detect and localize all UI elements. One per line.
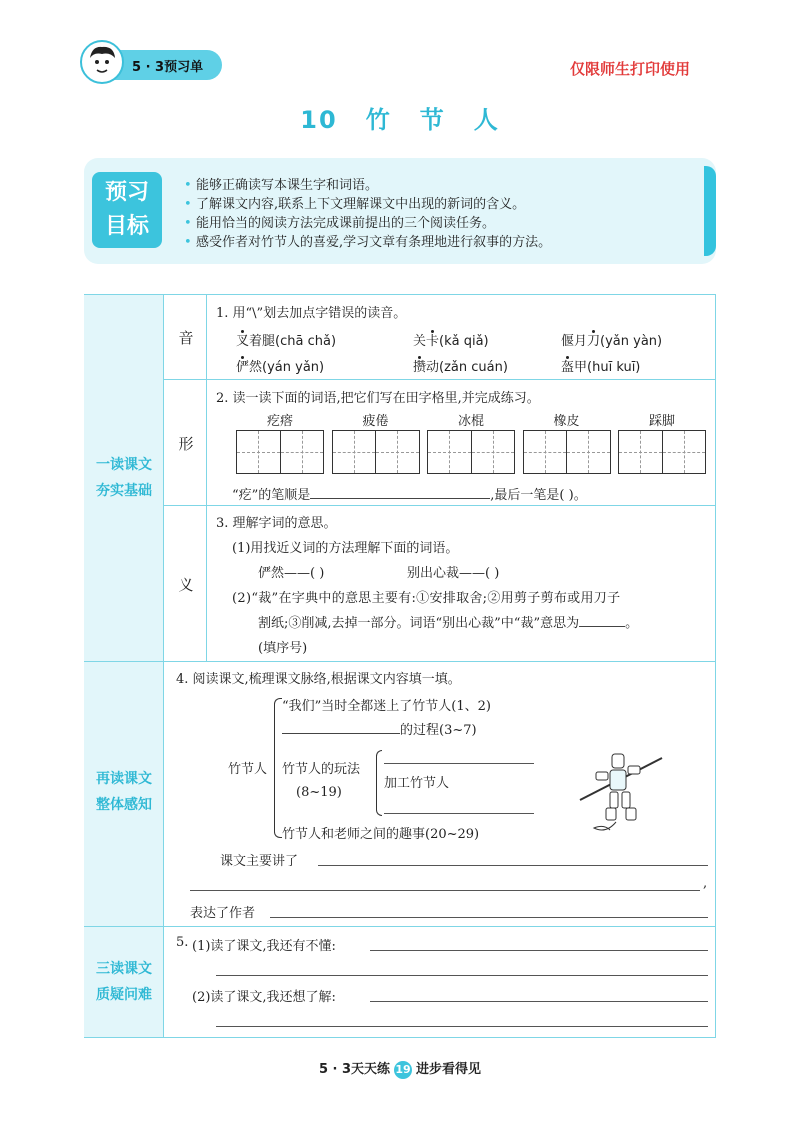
q5-1-blank-b[interactable]: [216, 975, 708, 976]
mindmap-branch3: 竹节人的玩法: [282, 762, 361, 777]
title-char: 竹: [365, 106, 392, 134]
goal-item: • 了解课文内容,联系上下文理解课文中出现的新词的含义。: [184, 195, 551, 214]
synonym-blank-b[interactable]: 别出心裁——( ): [407, 566, 500, 581]
summary-blank-1[interactable]: [318, 865, 708, 866]
page-title: [0, 100, 800, 135]
goals-tag-line1: 预习: [104, 180, 149, 205]
footer: [0, 1058, 800, 1079]
meaning-label: 义: [178, 576, 194, 594]
summary-blank-3[interactable]: [270, 917, 708, 918]
sub-blank-top[interactable]: [384, 763, 534, 764]
sub-column-divider: [206, 295, 207, 661]
pinyin-item: 攒动(zǎn cuán): [413, 360, 508, 375]
section1-label-line2: 夯实基础: [96, 483, 152, 499]
footer-right: 进步看得见: [416, 1062, 482, 1077]
section2-label-line2: 整体感知: [96, 797, 152, 813]
goals-list: [184, 176, 551, 252]
sound-label: 音: [178, 329, 194, 347]
page-number: 19: [394, 1061, 412, 1079]
q5-1-blank-a[interactable]: [370, 950, 708, 951]
lesson-number: 10: [300, 106, 338, 134]
question-3: 3. 理解字词的意思。: [216, 516, 337, 531]
section1-label-line1: 一读课文: [96, 457, 152, 473]
branch2-post: 的过程(3~7): [400, 723, 477, 738]
goal-item: • 感受作者对竹节人的喜爱,学习文章有条理地进行叙事的方法。: [184, 233, 551, 252]
series-label: 5 · 3预习单: [132, 60, 204, 75]
pinyin-item: 叉着腿(chā chǎ): [236, 334, 337, 349]
question-5-1: (1)读了课文,我还有不懂:: [192, 939, 336, 954]
tianzige-row: [236, 430, 706, 474]
meaning-sub1: (1)用找近义词的方法理解下面的词语。: [232, 541, 459, 556]
section3-label: [84, 956, 164, 1008]
pinyin-item: 关卡(kǎ qiǎ): [413, 334, 489, 349]
mindmap-root: 竹节人: [228, 762, 268, 777]
question-5-number: 5.: [176, 935, 189, 950]
branch2-blank[interactable]: [282, 720, 400, 734]
stroke-order-question: [232, 484, 587, 503]
title-char: 人: [473, 106, 500, 134]
bamboo-figure-icon: [576, 744, 668, 836]
goal-item: • 能够正确读写本课生字和词语。: [184, 176, 551, 195]
summary-line3: 表达了作者: [190, 906, 256, 921]
mindmap-branch3-range: (8~19): [296, 785, 342, 800]
synonym-blank-a[interactable]: 俨然——( ): [258, 566, 325, 581]
section2-label-line1: 再读课文: [96, 771, 152, 787]
footer-left: 5 · 3天天练: [318, 1062, 391, 1077]
meaning-sub2-line1: (2)“裁”在字典中的意思主要有:①安排取舍;②用剪子剪布或用刀子: [232, 591, 621, 606]
question-5-2: (2)读了课文,我还想了解:: [192, 990, 336, 1005]
section1-label: [84, 452, 164, 504]
tianzige-box[interactable]: [618, 430, 706, 474]
meaning-sub2-line3: (填序号): [258, 641, 308, 656]
caidefinition-blank[interactable]: [579, 615, 625, 627]
mindmap-sub-brace: [376, 750, 382, 816]
goals-tag: [92, 172, 162, 248]
meaning-sub2-line2: [258, 612, 638, 631]
question-4: 4. 阅读课文,梳理课文脉络,根据课文内容填一填。: [176, 672, 461, 687]
tianzige-box[interactable]: [332, 430, 420, 474]
print-notice: 仅限师生打印使用: [570, 60, 691, 78]
summary-pre: 课文主要讲了: [220, 854, 299, 869]
stroke-order-blank[interactable]: [310, 487, 490, 499]
sub-blank-bottom[interactable]: [384, 813, 534, 814]
section2-label: [84, 766, 164, 818]
pinyin-item: 偃月刀(yǎn yàn): [561, 334, 663, 349]
goals-tag-line2: 目标: [104, 214, 149, 239]
grid-word: 橡皮: [553, 414, 580, 429]
section3-label-line1: 三读课文: [96, 961, 152, 977]
row-divider: [164, 505, 715, 506]
row-divider: [164, 379, 715, 380]
grid-word: 疙瘩: [266, 414, 293, 429]
pinyin-item: 盔甲(huī kuī): [561, 360, 641, 375]
mindmap-branch2: [282, 719, 477, 738]
stroke-q-pre: “疙”的笔顺是: [232, 488, 311, 503]
shape-label: 形: [178, 435, 194, 453]
word-grid-labels: [236, 410, 706, 429]
title-char: 节: [419, 106, 446, 134]
grid-word: 踩脚: [648, 414, 675, 429]
sub2-line2-post: 。: [625, 616, 639, 631]
section-divider: [84, 661, 716, 662]
q5-2-blank-a[interactable]: [370, 1001, 708, 1002]
summary-line1: [220, 850, 298, 869]
cartoon-face-icon: [80, 40, 124, 84]
tianzige-box[interactable]: [427, 430, 515, 474]
grid-word: 疲倦: [362, 414, 389, 429]
tianzige-box[interactable]: [236, 430, 324, 474]
question-1: 1. 用“\”划去加点字错误的读音。: [216, 306, 407, 321]
stroke-q-post: ,最后一笔是( )。: [490, 488, 587, 503]
grid-word: 冰棍: [457, 414, 484, 429]
tianzige-box[interactable]: [523, 430, 611, 474]
goals-edge: [704, 166, 716, 256]
pinyin-item: 俨然(yán yǎn): [236, 360, 325, 375]
summary-blank-2[interactable]: [190, 890, 700, 891]
section-divider: [84, 926, 716, 927]
section3-label-line2: 质疑问难: [96, 987, 152, 1003]
mindmap-brace: [274, 698, 282, 838]
mindmap-branch1: “我们”当时全都迷上了竹节人(1、2): [282, 699, 491, 714]
mindmap-branch3-sub: 加工竹节人: [384, 776, 450, 791]
goal-item: • 能用恰当的阅读方法完成课前提出的三个阅读任务。: [184, 214, 551, 233]
sub2-line2-pre: 割纸;③削减,去掉一部分。词语“别出心裁”中“裁”意思为: [258, 616, 580, 631]
summary-comma: ,: [703, 876, 708, 891]
question-2: 2. 读一读下面的词语,把它们写在田字格里,并完成练习。: [216, 391, 540, 406]
q5-2-blank-b[interactable]: [216, 1026, 708, 1027]
mindmap-branch4: 竹节人和老师之间的趣事(20~29): [282, 827, 480, 842]
